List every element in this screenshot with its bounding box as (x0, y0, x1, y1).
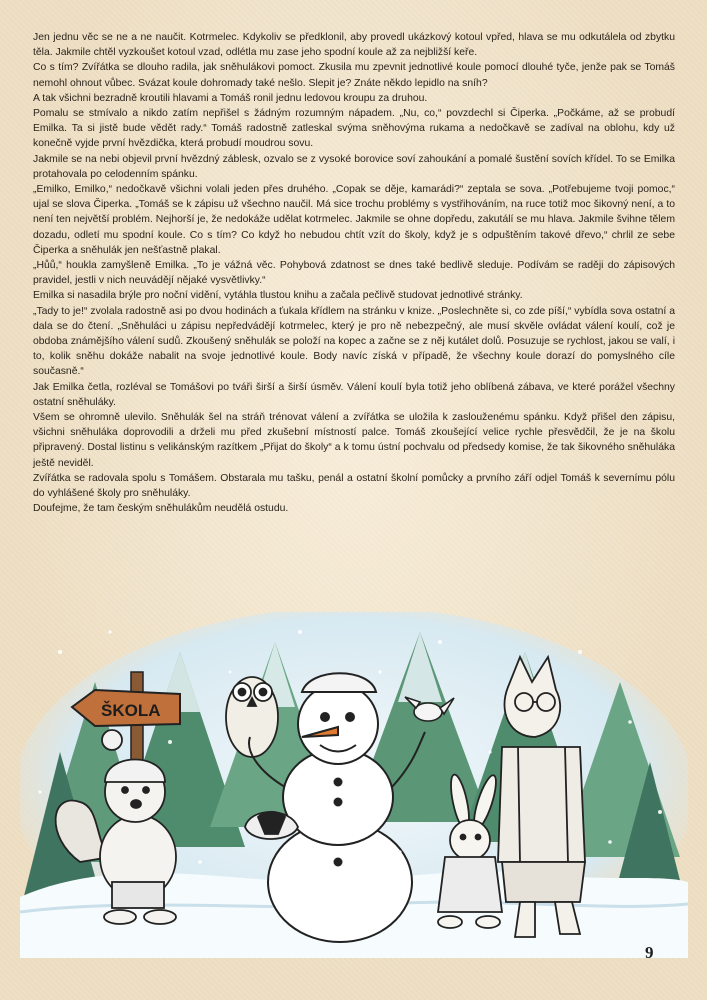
owl-character (226, 677, 278, 757)
paragraph: Pomalu se stmívalo a nikdo zatím nepřišel s žádným rozumným nápadem. „Nu, co,“ povzdechl si Čiperka. „Počkáme, až se probudí Emilka. Ta si jistě bude vědět rady.“ Tomáš radostně zatleskal svýma sněhovýma rukama a nedočkavě se zadíval na oblohu, kdy už konečně vyjde první hvězdička, která probudí moudrou sovu. (33, 108, 675, 150)
paragraph: Doufejme, že tam českým sněhulákům neudělá ostudu. (33, 503, 289, 515)
paragraph: „Tady to je!“ zvolala radostně asi po dvou hodinách a ťukala křídlem na stránku v knize. „Poslechněte si, co zde píší,“ vybídla sova ostatní a dala se do čtení. „Sněhuláci u zápisu nepředvádějí kotrmelec, který je pro ně nebezpečný, ale musí skvěle ovládat válení koulí, což je obdoba známějšího válení sudů. Zkoušený sněhulák se položí na kopec a začne se z něj kutálet dolů. Posuzuje se rychlost, jakou se valí, i to, kolik sněhu dokáže nabalit na svoje jednotlivé koule. Body navíc získá v případě, že všechny koule dorazí do pomyslného cíle současně.“ (33, 305, 675, 378)
paragraph: A tak všichni bezradně kroutili hlavami a Tomáš ronil jednu ledovou kroupu za druhou. (33, 92, 428, 104)
paragraph: Jak Emilka četla, rozléval se Tomášovi po tváři širší a širší úsměv. Válení koulí byla totiž jeho oblíbená zábava, ve které porážel všechny ostatní sněhuláky. (33, 381, 675, 408)
page-number: 9 (645, 943, 654, 962)
winter-illustration (20, 612, 688, 958)
paragraph: „Emilko, Emilko,“ nedočkavě všichni volali jeden přes druhého. „Copak se děje, kamarádi?“ zeptala se sova. „Potřebujeme tvoji pomoc,“ ujal se slova Čiperka. „Tomáš se k zápisu už všechno naučil. Má sice trochu problémy s vystřihováním, na ruce totiž moc šikovný není, a to není ten největší problém. Nejhorší je, že nedokáže udělat kotrmelec. Jakmile se ohne dopředu, zakutálí se mu hlava. Jakmile švihne tělem dozadu, odletí mu spodní koule. Co s tím? Co když ho nebudou chtít vzít do školy, když je s odpuštěním takové dřevo,“ chrlil ze sebe Čiperka a sněhulák jen nešťastně plakal. (33, 184, 675, 256)
paragraph: Co s tím? Zvířátka se dlouho radila, jak sněhulákovi pomoct. Zkusila mu zpevnit jednotlivé koule pomocí dlouhé tyče, jenže pak se Tomáš nemohl ohnout vůbec. Svázat koule dohromady také nešlo. Slepit je? Znáte někdo lepidlo na sníh? (33, 62, 675, 89)
paragraph: Jakmile se na nebi objevil první hvězdný záblesk, ozvalo se z vysoké borovice soví zahoukání a pomalé šustění sovích křídel. To se Emilka protahovala po celodenním spánku. (33, 153, 675, 180)
story-text (33, 30, 675, 517)
paragraph: Emilka si nasadila brýle pro noční vidění, vytáhla tlustou knihu a začala pečlivě studovat jednotlivé stránky. (33, 290, 523, 302)
paragraph: Jen jednu věc se ne a ne naučit. Kotrmelec. Kdykoliv se předklonil, aby provedl ukázkový kotoul vpřed, hlava se mu odkutálela od zbytku těla. Jakmile chtěl vyzkoušet kotoul vzad, odlétla mu zase jeho spodní koule až za nejbližší keře. (33, 32, 675, 59)
sign-label: ŠKOLA (101, 701, 161, 720)
paragraph: Zvířátka se radovala spolu s Tomášem. Obstarala mu tašku, penál a ostatní školní pomůcky a prvního září odjel Tomáš k severnímu pólu do vyhlášené školy pro sněhuláky. (33, 472, 675, 500)
paragraph: „Hůů,“ houkla zamyšleně Emilka. „To je vážná věc. Pohybová zdatnost se dnes také bedlivě sleduje. Podívám se raději do zápisových pravidel, jestli v nich neuvádějí nějaké vysvětlivky.“ (33, 260, 675, 287)
paragraph: Všem se ohromně ulevilo. Sněhulák šel na stráň trénovat válení a zvířátka se uložila k zaslouženému spánku. Když přišel den zápisu, všichni sněhuláka doprovodili a drželi mu před zkušební místností palce. Tomáš zkoušející velice rychle přesvědčil, že je na školu připravený. Dostal listinu s velikánským razítkem „Přijat do školy“ a k tomu ústní pochvalu od předsedy komise, že tak šikovného sněhuláka ještě neviděl. (33, 412, 675, 469)
